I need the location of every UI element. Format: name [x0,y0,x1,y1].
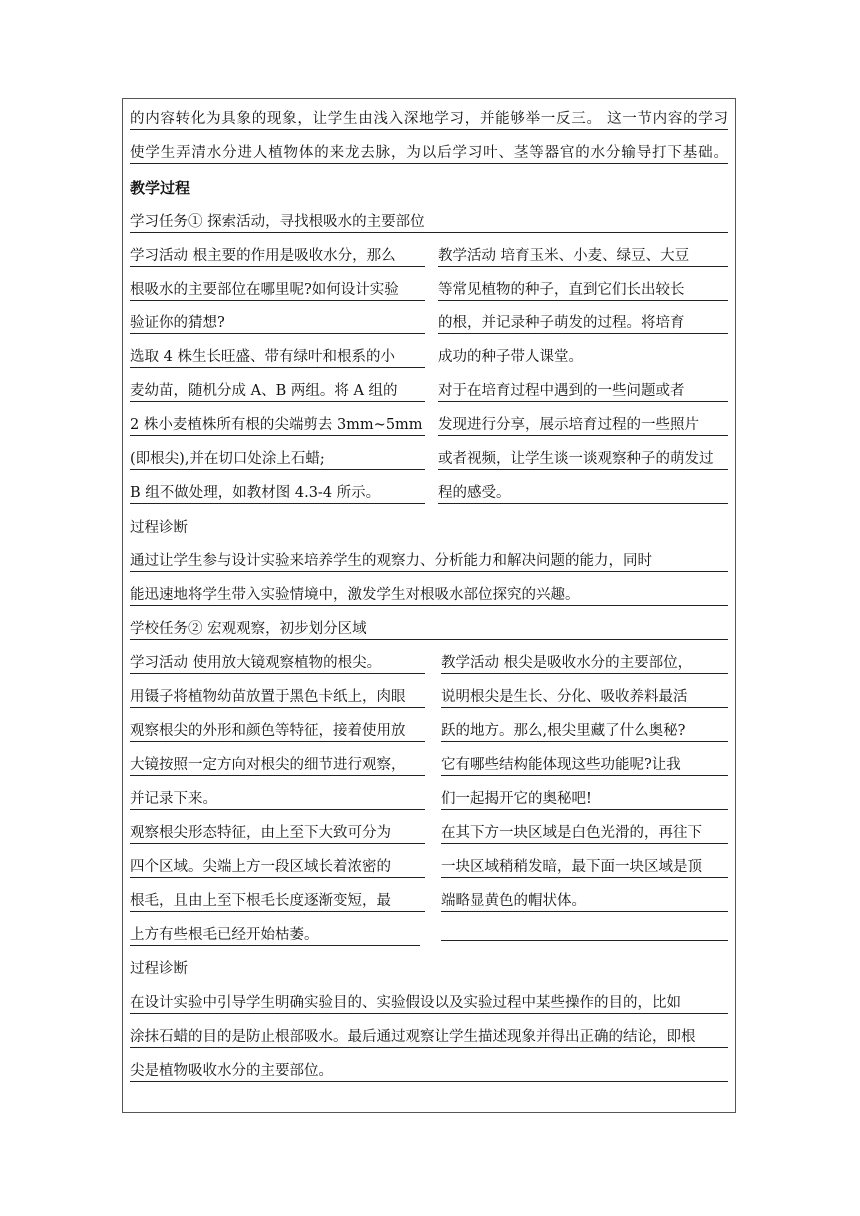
task1-label: 学习任务① [130,214,203,230]
task1-learning-line-5: 2 株小麦植株所有根的尖端剪去 3mm~5mm [130,415,425,436]
task2-teaching-label: 教学活动 [441,655,499,671]
task2-teaching-line-0 [441,653,728,674]
task1-learning-line-0 [130,246,425,267]
task1-teaching-line-4: 对于在培育过程中遇到的一些问题或者 [438,381,728,402]
task1-teaching-label: 教学活动 [438,248,496,264]
intro-line-2: 使学生弄清水分进人植物体的来龙去脉，为以后学习叶、茎等器官的水分输导打下基础。 [130,143,728,164]
task2-teaching-text: 根尖是吸收水分的主要部位， [499,655,693,671]
task2-learning-label: 学习活动 [130,655,188,671]
task2-diagnosis-label: 过程诊断 [130,961,188,977]
task2-learning-line-0 [130,653,425,674]
task1-teaching-line-3: 成功的种子带人课堂。 [438,349,583,365]
task1-learning-line-3: 选取 4 株生长旺盛、带有绿叶和根系的小 [130,347,425,368]
task1-teaching-line-0 [438,246,728,267]
section-title: 教学过程 [130,179,191,197]
task2-title: 宏观观察，初步划分区域 [202,621,367,637]
task2-teaching-line-2: 跃的地方。那么,根尖里藏了什么奥秘? [441,721,728,742]
task2-teaching-line-1: 说明根尖是生长、分化、吸收养料最活 [441,687,728,708]
task1-learning-line-2: 验证你的猜想? [130,313,425,334]
task2-diagnosis-line-2: 尖是植物吸收水分的主要部位。 [130,1061,728,1082]
task1-learning-text: 根主要的作用是吸收水分，那么 [188,248,396,264]
task2-learning-line-2: 观察根尖的外形和颜色等特征，接着使用放 [130,721,425,742]
task2-teaching-line-5: 在其下方一块区域是白色光滑的，再往下 [441,823,728,844]
task2-teaching-line-6: 一块区域稍稍发暗，最下面一块区域是顶 [441,857,728,878]
task1-teaching-line-6: 或者视频，让学生谈一谈观察种子的萌发过 [438,449,728,470]
task2-learning-line-3: 大镜按照一定方向对根尖的细节进行观察， [130,755,425,776]
task2-learning-line-7: 根毛，且由上至下根毛长度逐渐变短，最 [130,891,425,912]
task2-heading [130,619,728,640]
task1-learning-label: 学习活动 [130,248,188,264]
task2-learning-text: 使用放大镜观察植物的根尖。 [188,655,382,671]
task1-heading [130,212,728,233]
task1-diagnosis-line-0: 通过让学生参与设计实验来培养学生的观察力、分析能力和解决问题的能力，同时 [130,551,728,572]
task1-teaching-line-1: 等常见植物的种子，直到它们长出较长 [438,280,728,301]
task2-learning-line-5: 观察根尖形态特征，由上至下大致可分为 [130,823,425,844]
task1-diagnosis-line-1: 能迅速地将学生带入实验情境中，激发学生对根吸水部位探究的兴趣。 [130,585,728,606]
task1-teaching-line-5: 发现进行分享，展示培育过程的一些照片 [438,415,728,436]
task1-learning-line-4: 麦幼苗，随机分成 A、B 两组。将 A 组的 [130,381,425,402]
task1-learning-line-7: B 组不做处理，如教材图 4.3-4 所示。 [130,483,425,504]
task2-learning-line-8: 上方有些根毛已经开始枯萎。 [130,925,420,946]
task1-learning-line-6: (即根尖),并在切口处涂上石蜡; [130,449,425,470]
task2-teaching-line-7: 端略显黄色的帽状体。 [441,891,728,912]
task2-teaching-line-8 [441,925,728,941]
task2-diagnosis-line-1: 涂抹石蜡的目的是防止根部吸水。最后通过观察让学生描述现象并得出正确的结论，即根 [130,1027,728,1048]
task2-learning-line-1: 用镊子将植物幼苗放置于黑色卡纸上，肉眼 [130,687,425,708]
task2-label: 学校任务② [130,621,203,637]
task1-diagnosis-label: 过程诊断 [130,520,188,536]
task1-teaching-line-7: 程的感受。 [438,483,728,504]
task2-diagnosis-line-0: 在设计实验中引导学生明确实验目的、实验假设以及实验过程中某些操作的目的，比如 [130,993,728,1014]
task2-learning-line-6: 四个区域。尖端上方一段区域长着浓密的 [130,857,425,878]
task2-teaching-line-4: 们一起揭开它的奥秘吧! [441,789,728,810]
task2-teaching-line-3: 它有哪些结构能体现这些功能呢?让我 [441,755,728,776]
intro-line-1: 的内容转化为具象的现象，让学生由浅入深地学习，并能够举一反三。 这一节内容的学习 [130,109,728,130]
task1-title: 探索活动，寻找根吸水的主要部位 [202,214,425,230]
task1-teaching-line-2: 的根，并记录种子萌发的过程。将培育 [438,313,728,334]
task2-learning-line-4: 并记录下来。 [130,789,425,810]
task1-teaching-text: 培育玉米、小麦、绿豆、大豆 [496,248,690,264]
task1-learning-line-1: 根吸水的主要部位在哪里呢?如何设计实验 [130,280,425,301]
